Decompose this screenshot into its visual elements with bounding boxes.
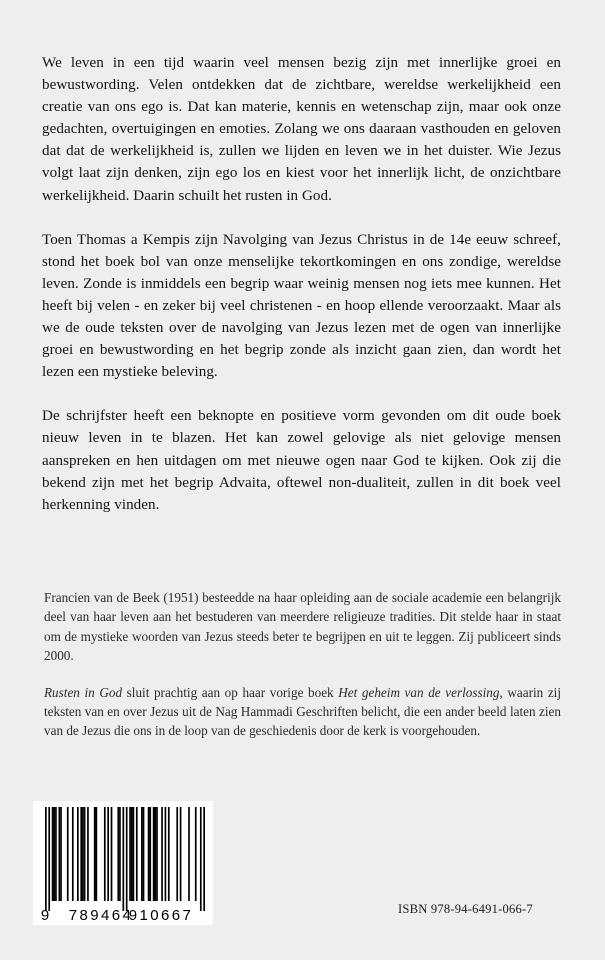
blurb-paragraph-3: De schrijfster heeft een beknopte en positieve vorm gevonden om dit oude boek nieuw leven in te blazen. Het kan zowel gelovige als niet gelovige mensen aanspreken en hen uitdagen om met nieuwe ogen naar God te kijken. Ook zij die bekend zijn met het begrip Advaita, oftewel non-dualiteit, zullen in dit boek veel herkenning vinden.	[42, 408, 561, 513]
isbn-label: ISBN 978-94-6491-066-7	[398, 902, 533, 916]
author-bio-paragraph: Francien van de Beek (1951) besteedde na haar opleiding aan de sociale academie een belangrijk deel van haar leven aan het bestuderen van meerdere religieuze tradities. Dit stelde haar in staat om de mystieke woorden van Jezus steeds beter te begrijpen en uit te leggen. Zij publiceert sinds 2000.	[44, 590, 561, 664]
svg-text:789464: 789464	[68, 907, 134, 924]
barcode	[33, 801, 213, 925]
barcode-svg	[33, 801, 213, 925]
current-book-title: Rusten in God	[44, 684, 123, 700]
author-bio-block	[44, 588, 561, 741]
previous-book-title: Het geheim van de verlossing	[338, 684, 500, 700]
svg-text:9: 9	[40, 907, 50, 924]
svg-text:910667: 910667	[128, 907, 194, 924]
related-books-text-middle: sluit prachtig aan op haar vorige boek	[122, 684, 339, 700]
blurb-paragraph-1: We leven in een tijd waarin veel mensen bezig zijn met innerlijke groei en bewustwording. Velen ontdekken dat de zichtbare, wereldse werkelijkheid een creatie van ons ego is. Dat kan materie, kennis en wetenschap zijn, maar ook onze gedachten, overtuigingen en emoties. Zolang we ons daaraan vasthouden en geloven dat dat de werkelijkheid is, zullen we lijden en leven we in het duister. Wie Jezus volgt laat zijn denken, zijn ego los en kiest voor het innerlijk licht, de onzichtbare werkelijkheid. Daarin schuilt het rusten in God.	[42, 55, 561, 204]
blurb-text-block	[42, 52, 561, 516]
blurb-paragraph-2: Toen Thomas a Kempis zijn Navolging van Jezus Christus in de 14e eeuw schreef, stond het boek bol van onze menselijke tekortkomingen en ons zondige, wereldse leven. Zonde is inmiddels een begrip waar weinig mensen nog iets mee kunnen. Het heeft bij velen - en zeker bij veel christenen - en hoop ellende veroorzaakt. Maar als we de oude teksten over de navolging van Jezus lezen met de ogen van innerlijke groei en bewustwording en het begrip zonde als inzicht gaan zien, dan wordt het lezen een mystieke beleving.	[42, 231, 561, 381]
related-books-paragraph	[44, 683, 561, 741]
related-books-text-end: , waarin zij teksten van en over Jezus uit de Nag Hammadi Geschriften belicht, die een ander beeld laten zien van de Jezus die ons in de loop van de geschiedenis door de kerk is voorgehouden.	[44, 684, 561, 739]
